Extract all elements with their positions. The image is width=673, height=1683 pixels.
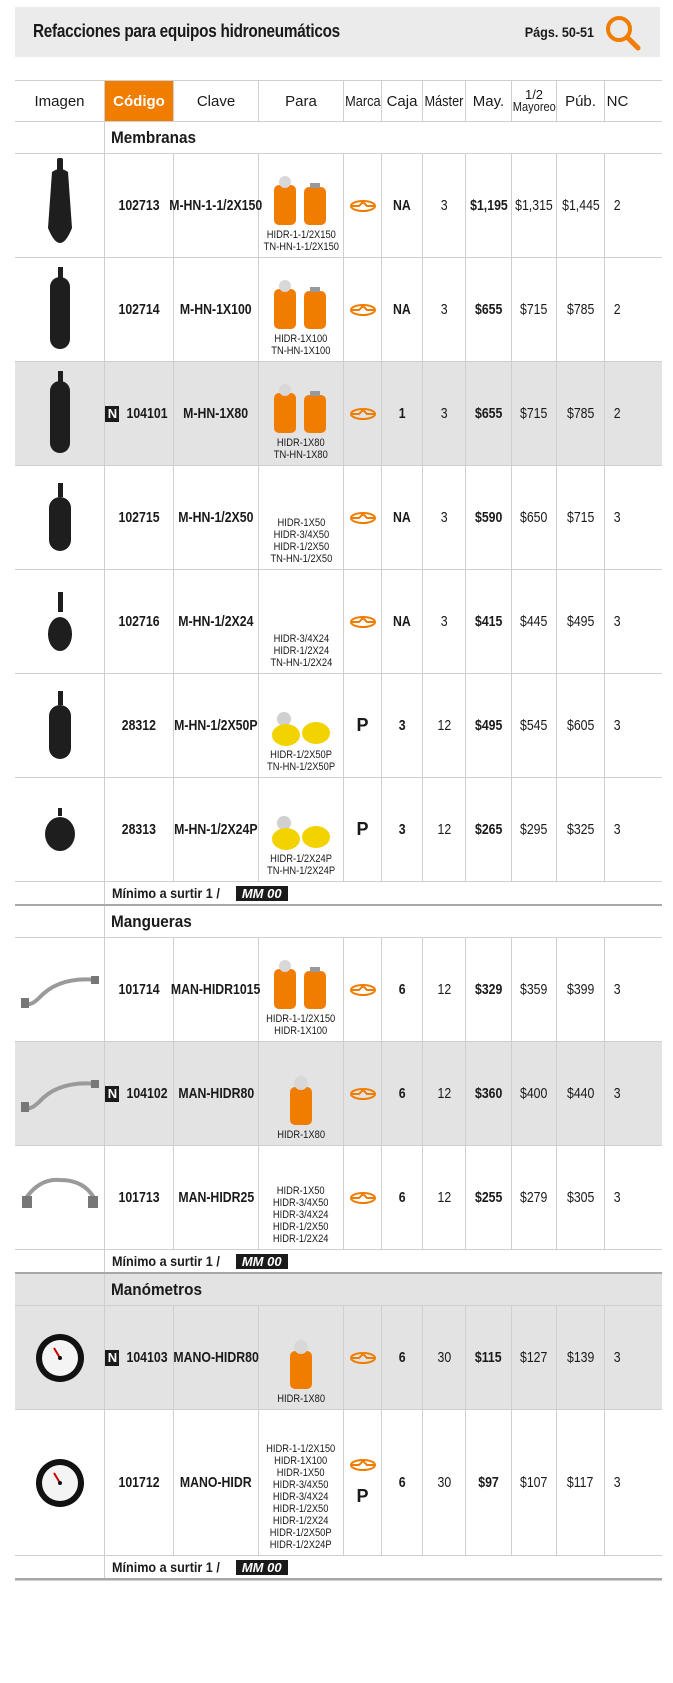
product-nc: 3 [614,509,621,526]
product-master: 12 [423,938,466,1041]
price-publico: $399 [557,938,605,1041]
para-item: HIDR-3/4X50 [273,1197,329,1209]
price-medio-mayoreo: $359 [512,938,557,1041]
product-code[interactable]: 102714 [105,258,174,361]
product-image [15,1306,105,1409]
product-image [15,1146,105,1249]
para-item: HIDR-3/4X24 [273,1491,329,1503]
product-nc: 2 [614,301,621,318]
product-brand [344,154,382,257]
para-item: HIDR-1/2X50P [270,749,332,761]
col-imagen: Imagen [15,81,105,121]
product-para [259,938,344,1041]
product-brand [344,258,382,361]
product-nc: 2 [614,405,621,422]
para-item: HIDR-1/2X50P [270,1527,332,1539]
para-item: HIDR-1X80 [277,1393,325,1405]
product-master: 3 [423,154,466,257]
product-para [259,674,344,777]
product-key: MAN-HIDR80 [174,1042,259,1145]
table-row[interactable] [15,1306,662,1410]
minimum-note [15,882,662,906]
product-brand [344,1146,382,1249]
section-title: Membranas [111,127,197,147]
product-key: MANO-HIDR80 [174,1306,259,1409]
col-nc: NC [606,92,629,110]
product-brand [344,570,382,673]
product-code[interactable]: 101713 [105,1146,174,1249]
section-header [15,1274,662,1306]
price-mayoreo: $265 [466,778,512,881]
product-para [259,1146,344,1249]
section-header [15,122,662,154]
product-key: M-HN-1-1/2X150 [174,154,259,257]
price-mayoreo: $97 [466,1410,512,1555]
price-mayoreo: $1,195 [466,154,512,257]
col-codigo[interactable]: Código [105,81,174,121]
product-key: M-HN-1X80 [174,362,259,465]
product-nc: 3 [614,717,621,734]
col-para: Para [259,81,344,121]
product-box: NA [382,154,423,257]
para-item: HIDR-1X80 [277,437,325,449]
truper-logo-icon [349,1191,377,1205]
minimum-note [15,1250,662,1274]
price-medio-mayoreo: $1,315 [512,154,557,257]
product-para [259,154,344,257]
price-mayoreo: $655 [466,258,512,361]
para-item: TN-HN-1/2X50 [270,553,332,565]
section-title: Mangueras [111,911,192,931]
price-mayoreo: $590 [466,466,512,569]
mm-tag: MM 00 [236,886,288,901]
para-item: TN-HN-1/2X24 [270,657,332,669]
table-row[interactable] [15,466,662,570]
para-item: HIDR-1X100 [274,1025,328,1037]
product-code[interactable]: 101712 [105,1410,174,1555]
price-mayoreo: $115 [466,1306,512,1409]
product-para [259,570,344,673]
price-medio-mayoreo: $715 [512,258,557,361]
col-medio-mayoreo: 1/2 Mayoreo [512,81,557,121]
minimum-note [15,1556,662,1580]
price-mayoreo: $360 [466,1042,512,1145]
product-code[interactable]: 102713 [105,154,174,257]
section-header [15,906,662,938]
product-code[interactable]: N 104102 [105,1042,174,1145]
new-badge: N [105,406,119,422]
product-para [259,1306,344,1409]
price-mayoreo: $655 [466,362,512,465]
product-master: 30 [423,1306,466,1409]
table-header [15,81,662,122]
price-publico: $715 [557,466,605,569]
page-reference: Págs. 50-51 [524,24,594,40]
product-box: 6 [382,1042,423,1145]
para-item: HIDR-1/2X24 [273,1515,329,1527]
price-mayoreo: $329 [466,938,512,1041]
product-code[interactable]: 101714 [105,938,174,1041]
product-image [15,258,105,361]
price-publico: $305 [557,1146,605,1249]
para-item: HIDR-1X100 [274,1455,328,1467]
table-row[interactable] [15,1042,662,1146]
product-nc: 3 [614,1474,621,1491]
product-brand [344,778,382,881]
product-key: M-HN-1/2X50P [174,674,259,777]
product-master: 12 [423,1146,466,1249]
product-master: 12 [423,1042,466,1145]
pretul-logo: P [356,715,369,735]
product-master: 3 [423,362,466,465]
product-brand [344,1042,382,1145]
product-nc: 3 [614,981,621,998]
product-brand [344,362,382,465]
price-publico: $605 [557,674,605,777]
product-code[interactable]: 102715 [105,466,174,569]
product-code[interactable]: 28312 [105,674,174,777]
col-master: Máster [423,81,466,121]
header-bar [15,7,660,57]
product-nc: 3 [614,613,621,630]
product-key: M-HN-1X100 [174,258,259,361]
para-item: HIDR-1/2X24 [273,1233,329,1245]
truper-logo-icon [349,407,377,421]
price-medio-mayoreo: $715 [512,362,557,465]
product-image [15,778,105,881]
product-brand [344,1306,382,1409]
product-image [15,1410,105,1555]
para-item: HIDR-1/2X50 [273,1221,329,1233]
table-row[interactable] [15,674,662,778]
page-title: Refacciones para equipos hidroneumáticos [33,21,340,41]
para-item: HIDR-1-1/2X150 [266,1443,336,1455]
product-box: 6 [382,1146,423,1249]
product-nc: 3 [614,1349,621,1366]
table-row[interactable] [15,778,662,882]
product-box: 6 [382,1410,423,1555]
product-key: MANO-HIDR [174,1410,259,1555]
product-brand [344,674,382,777]
col-clave: Clave [174,81,259,121]
product-para [259,1042,344,1145]
para-item: TN-HN-1/2X24P [266,865,336,877]
price-publico: $117 [557,1410,605,1555]
product-key: M-HN-1/2X50 [174,466,259,569]
product-para [259,1410,344,1555]
para-item: HIDR-1/2X50 [273,541,329,553]
price-medio-mayoreo: $279 [512,1146,557,1249]
product-box: 3 [382,778,423,881]
product-nc: 2 [614,197,621,214]
product-image [15,570,105,673]
product-box: NA [382,258,423,361]
truper-logo-icon [349,1351,377,1365]
truper-logo-icon [349,1087,377,1101]
table-row[interactable] [15,258,662,362]
mm-tag: MM 00 [236,1560,288,1575]
col-may: May. [466,81,512,121]
para-item: HIDR-3/4X50 [273,529,329,541]
price-publico: $440 [557,1042,605,1145]
price-medio-mayoreo: $295 [512,778,557,881]
table-row[interactable] [15,1410,662,1556]
product-image [15,1042,105,1145]
para-item: HIDR-1/2X24P [270,1539,332,1551]
price-medio-mayoreo: $650 [512,466,557,569]
product-box: 6 [382,938,423,1041]
product-image [15,466,105,569]
product-key: M-HN-1/2X24P [174,778,259,881]
para-item: HIDR-1X80 [277,1129,325,1141]
para-item: HIDR-1-1/2X150 [266,1013,336,1025]
section-title: Manómetros [111,1279,202,1299]
product-code[interactable]: 102716 [105,570,174,673]
para-item: TN-HN-1/2X50P [266,761,336,773]
price-publico: $785 [557,362,605,465]
minimum-text: Mínimo a surtir 1 / [112,1559,220,1575]
product-box: NA [382,570,423,673]
table-row[interactable] [15,938,662,1042]
product-para [259,362,344,465]
table-row[interactable] [15,362,662,466]
product-master: 12 [423,674,466,777]
pretul-logo: P [356,819,369,839]
product-brand [344,1410,382,1555]
price-mayoreo: $415 [466,570,512,673]
product-image [15,362,105,465]
product-box: 3 [382,674,423,777]
price-medio-mayoreo: $127 [512,1306,557,1409]
product-image [15,938,105,1041]
search-icon[interactable] [604,14,642,52]
price-publico: $495 [557,570,605,673]
col-caja: Caja [382,81,423,121]
price-medio-mayoreo: $400 [512,1042,557,1145]
table-row[interactable] [15,570,662,674]
new-badge: N [105,1086,119,1102]
product-master: 3 [423,466,466,569]
product-nc: 3 [614,1085,621,1102]
price-medio-mayoreo: $107 [512,1410,557,1555]
product-master: 3 [423,258,466,361]
para-item: HIDR-3/4X24 [273,633,329,645]
product-code[interactable]: 28313 [105,778,174,881]
mm-tag: MM 00 [236,1254,288,1269]
truper-logo-icon [349,615,377,629]
para-item: HIDR-1X50 [277,1185,325,1197]
product-para [259,258,344,361]
product-box: NA [382,466,423,569]
price-publico: $139 [557,1306,605,1409]
product-para [259,466,344,569]
product-master: 3 [423,570,466,673]
product-table [15,80,662,1581]
minimum-text: Mínimo a surtir 1 / [112,1253,220,1269]
product-key: MAN-HIDR1015 [174,938,259,1041]
price-mayoreo: $495 [466,674,512,777]
product-nc: 3 [614,821,621,838]
para-item: HIDR-3/4X24 [273,1209,329,1221]
truper-logo-icon [349,983,377,997]
price-publico: $1,445 [557,154,605,257]
product-para [259,778,344,881]
truper-logo-icon [349,511,377,525]
new-badge: N [105,1350,119,1366]
para-item: HIDR-1/2X50 [273,1503,329,1515]
product-code[interactable]: N 104103 [105,1306,174,1409]
product-master: 12 [423,778,466,881]
truper-logo-icon [349,303,377,317]
para-item: HIDR-1X50 [277,1467,325,1479]
table-row[interactable] [15,154,662,258]
para-item: TN-HN-1-1/2X150 [263,241,339,253]
product-box: 1 [382,362,423,465]
price-mayoreo: $255 [466,1146,512,1249]
para-item: TN-HN-1X80 [273,449,329,461]
product-brand [344,938,382,1041]
col-pub: Púb. [557,81,605,121]
truper-logo-icon [349,199,377,213]
para-item: HIDR-3/4X50 [273,1479,329,1491]
price-publico: $785 [557,258,605,361]
para-item: HIDR-1-1/2X150 [266,229,336,241]
para-item: HIDR-1/2X24 [273,645,329,657]
product-code[interactable]: N 104101 [105,362,174,465]
pretul-logo: P [356,1486,369,1506]
para-item: HIDR-1/2X24P [270,853,332,865]
price-publico: $325 [557,778,605,881]
product-nc: 3 [614,1189,621,1206]
minimum-text: Mínimo a surtir 1 / [112,885,220,901]
col-marca: Marca [344,81,382,121]
price-medio-mayoreo: $545 [512,674,557,777]
product-brand [344,466,382,569]
para-item: HIDR-1X50 [277,517,325,529]
para-item: TN-HN-1X100 [271,345,331,357]
truper-logo-icon [349,1458,377,1472]
product-key: MAN-HIDR25 [174,1146,259,1249]
product-key: M-HN-1/2X24 [174,570,259,673]
product-image [15,674,105,777]
para-item: HIDR-1X100 [274,333,328,345]
product-master: 30 [423,1410,466,1555]
price-medio-mayoreo: $445 [512,570,557,673]
table-row[interactable] [15,1146,662,1250]
product-box: 6 [382,1306,423,1409]
product-image [15,154,105,257]
